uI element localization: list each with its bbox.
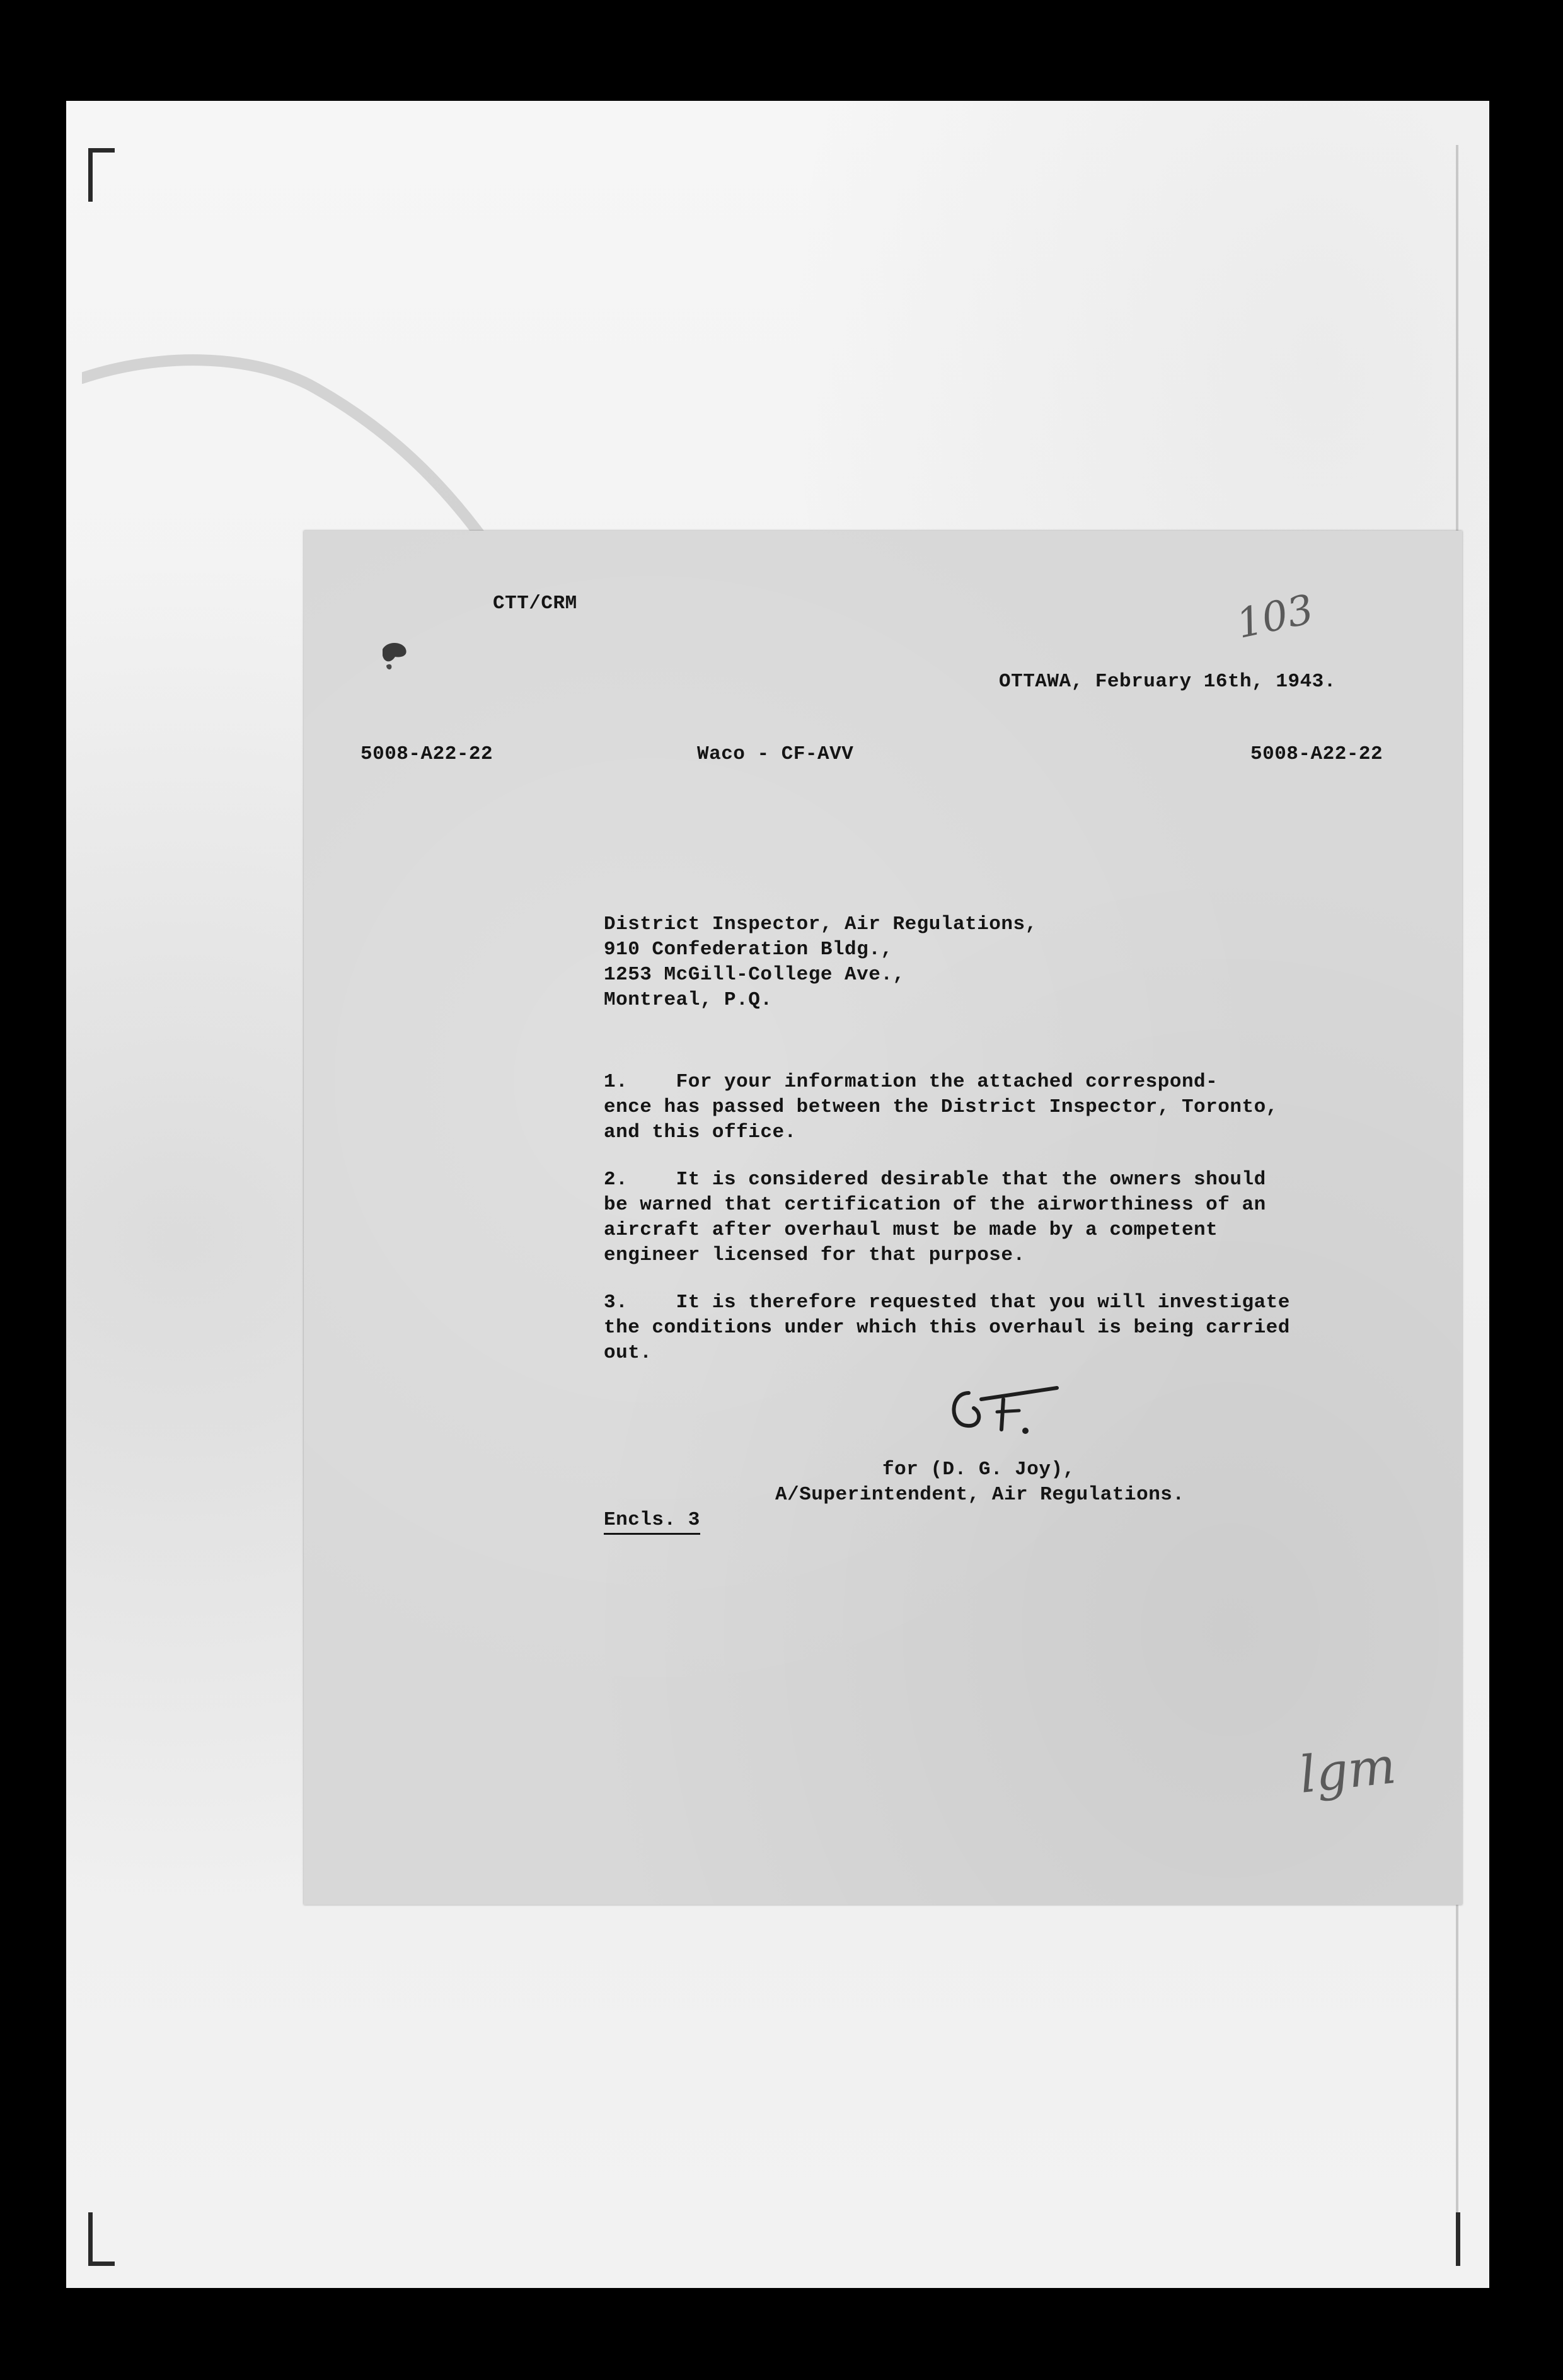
crop-mark-bottom-right-vertical [1456, 2212, 1460, 2266]
stray-mark-curve [82, 328, 523, 555]
paragraph-line: 3. It is therefore requested that you will investigate [604, 1291, 1290, 1314]
paragraph-line: be warned that certification of the airworthiness of an [604, 1194, 1266, 1216]
enclosures-note: Encls. 3 [604, 1508, 700, 1535]
paragraph-line: ence has passed between the District Inspector, Toronto, [604, 1096, 1278, 1118]
crop-mark-top-left-horizontal [88, 148, 115, 153]
reference-initials: CTT/CRM [493, 592, 577, 615]
address-line: District Inspector, Air Regulations, [604, 913, 1037, 935]
signature-for-line: for (D. G. Joy), [882, 1459, 1075, 1481]
handwritten-initials: lgm [1296, 1736, 1399, 1805]
signature-title-line: A/Superintendent, Air Regulations. [775, 1484, 1185, 1506]
crop-mark-top-left-vertical [88, 148, 93, 202]
address-line: 1253 McGill-College Ave., [604, 964, 905, 986]
handwritten-folio-number: 103 [1232, 586, 1318, 648]
paragraph-line: aircraft after overhaul must be made by a competent [604, 1219, 1218, 1241]
place-and-date: OTTAWA, February 16th, 1943. [999, 671, 1336, 693]
paragraph-line: the conditions under which this overhaul is being carried [604, 1317, 1290, 1339]
address-line: 910 Confederation Bldg., [604, 939, 893, 961]
crop-mark-bottom-left-horizontal [88, 2262, 115, 2266]
subject-line: Waco - CF-AVV [697, 743, 854, 765]
paragraph-line: and this office. [604, 1121, 797, 1143]
paragraph-line: 2. It is considered desirable that the owners should [604, 1169, 1266, 1191]
handwritten-signature [943, 1380, 1070, 1443]
crop-mark-bottom-left-vertical [88, 2212, 93, 2266]
paragraph-line: out. [604, 1342, 652, 1364]
address-line: Montreal, P.Q. [604, 989, 773, 1011]
paragraph-line: 1. For your information the attached correspond- [604, 1071, 1218, 1093]
file-number-right: 5008-A22-22 [1250, 743, 1383, 765]
ink-blot-mark [376, 637, 414, 674]
file-number-left: 5008-A22-22 [360, 743, 493, 765]
letter-sheet [304, 531, 1462, 1905]
paragraph-line: engineer licensed for that purpose. [604, 1244, 1025, 1266]
